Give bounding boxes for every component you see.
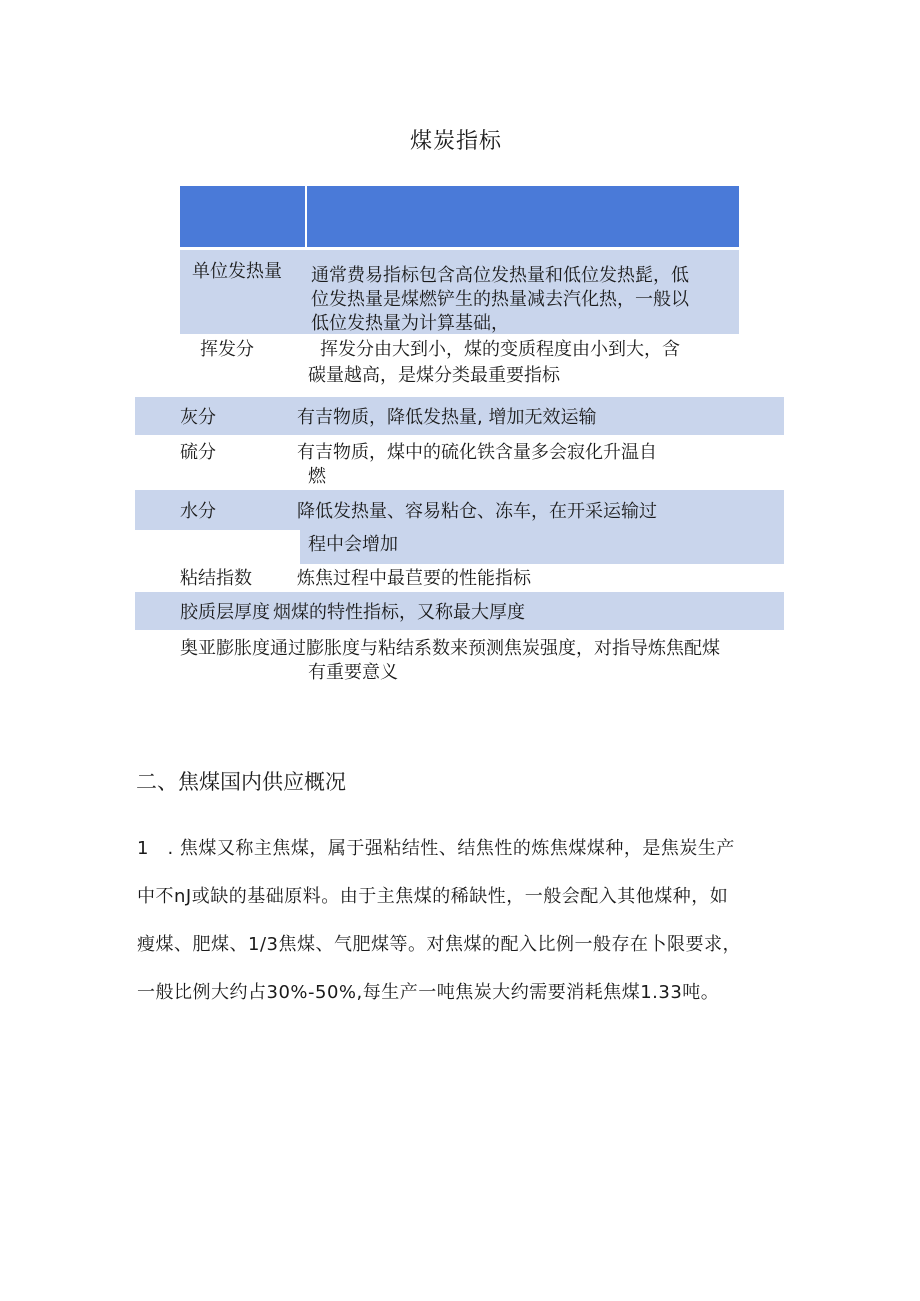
- indicator-desc-line: 有重要意义: [308, 662, 398, 683]
- indicator-desc-line: 碳量越高，是煤分类最重要指标: [308, 365, 560, 386]
- paragraph-line: 瘦煤、肥煤、1/3焦煤、气肥煤等。对焦煤的配入比例一般存在卜限要求，: [137, 934, 741, 955]
- paragraph-line: 中不nJ或缺的基础原料。由于主焦煤的稀缺性，一般会配入其他煤种，如: [137, 886, 729, 907]
- indicator-desc-line: 有吉物质，煤中的硫化铁含量多会寂化升温自: [297, 442, 657, 463]
- indicator-name: 水分: [180, 501, 216, 522]
- indicator-desc-line: 位发热量是煤燃铲生的热量减去汽化热，一般以: [311, 289, 689, 310]
- indicator-desc-line: 炼焦过程中最苣要的性能指标: [297, 568, 531, 589]
- indicator-desc-line: 降低发热量、容易粘仓、冻车，在开采运输过: [297, 501, 657, 522]
- indicator-name: 胶质层厚度: [180, 602, 270, 623]
- table-header-bar: [180, 186, 739, 247]
- indicator-name: 粘结指数: [180, 568, 252, 589]
- indicator-name: 灰分: [180, 407, 216, 428]
- indicator-desc-line: 燃: [308, 466, 326, 487]
- indicator-desc-line: 低位发热量为计算基础，: [311, 313, 509, 334]
- indicator-name: 硫分: [180, 442, 216, 463]
- indicator-desc-line: 通过膨胀度与粘结系数来预测焦炭强度，对指导炼焦配煤: [270, 638, 720, 659]
- paragraph-line: 1 . 焦煤又称主焦煤，属于强粘结性、结焦性的炼焦煤煤种，是焦炭生产: [137, 838, 735, 859]
- section-heading: 二、焦煤国内供应概况: [136, 770, 346, 794]
- indicator-desc-line: 有吉物质，降低发热量, 增加无效运输: [297, 407, 597, 428]
- paragraph-line: 一般比例大约占30%-50%,每生产一吨焦炭大约需要消耗焦煤1.33吨。: [137, 982, 720, 1003]
- indicator-name: 单位发热量: [192, 261, 282, 282]
- indicator-desc-line: 程中会增加: [308, 534, 398, 555]
- indicator-desc-line: 烟煤的特性指标，又称最大厚度: [273, 602, 525, 623]
- document-title: 煤炭指标: [410, 129, 503, 154]
- indicator-desc-line: 通常费易指标包含高位发热量和低位发热髭，低: [311, 265, 689, 286]
- indicator-name: 挥发分: [200, 339, 254, 360]
- indicator-name: 奥亚膨胀度: [180, 638, 270, 659]
- table-header-divider: [305, 186, 307, 247]
- indicator-desc-line: 挥发分由大到小，煤的变质程度由小到大，含: [320, 339, 680, 360]
